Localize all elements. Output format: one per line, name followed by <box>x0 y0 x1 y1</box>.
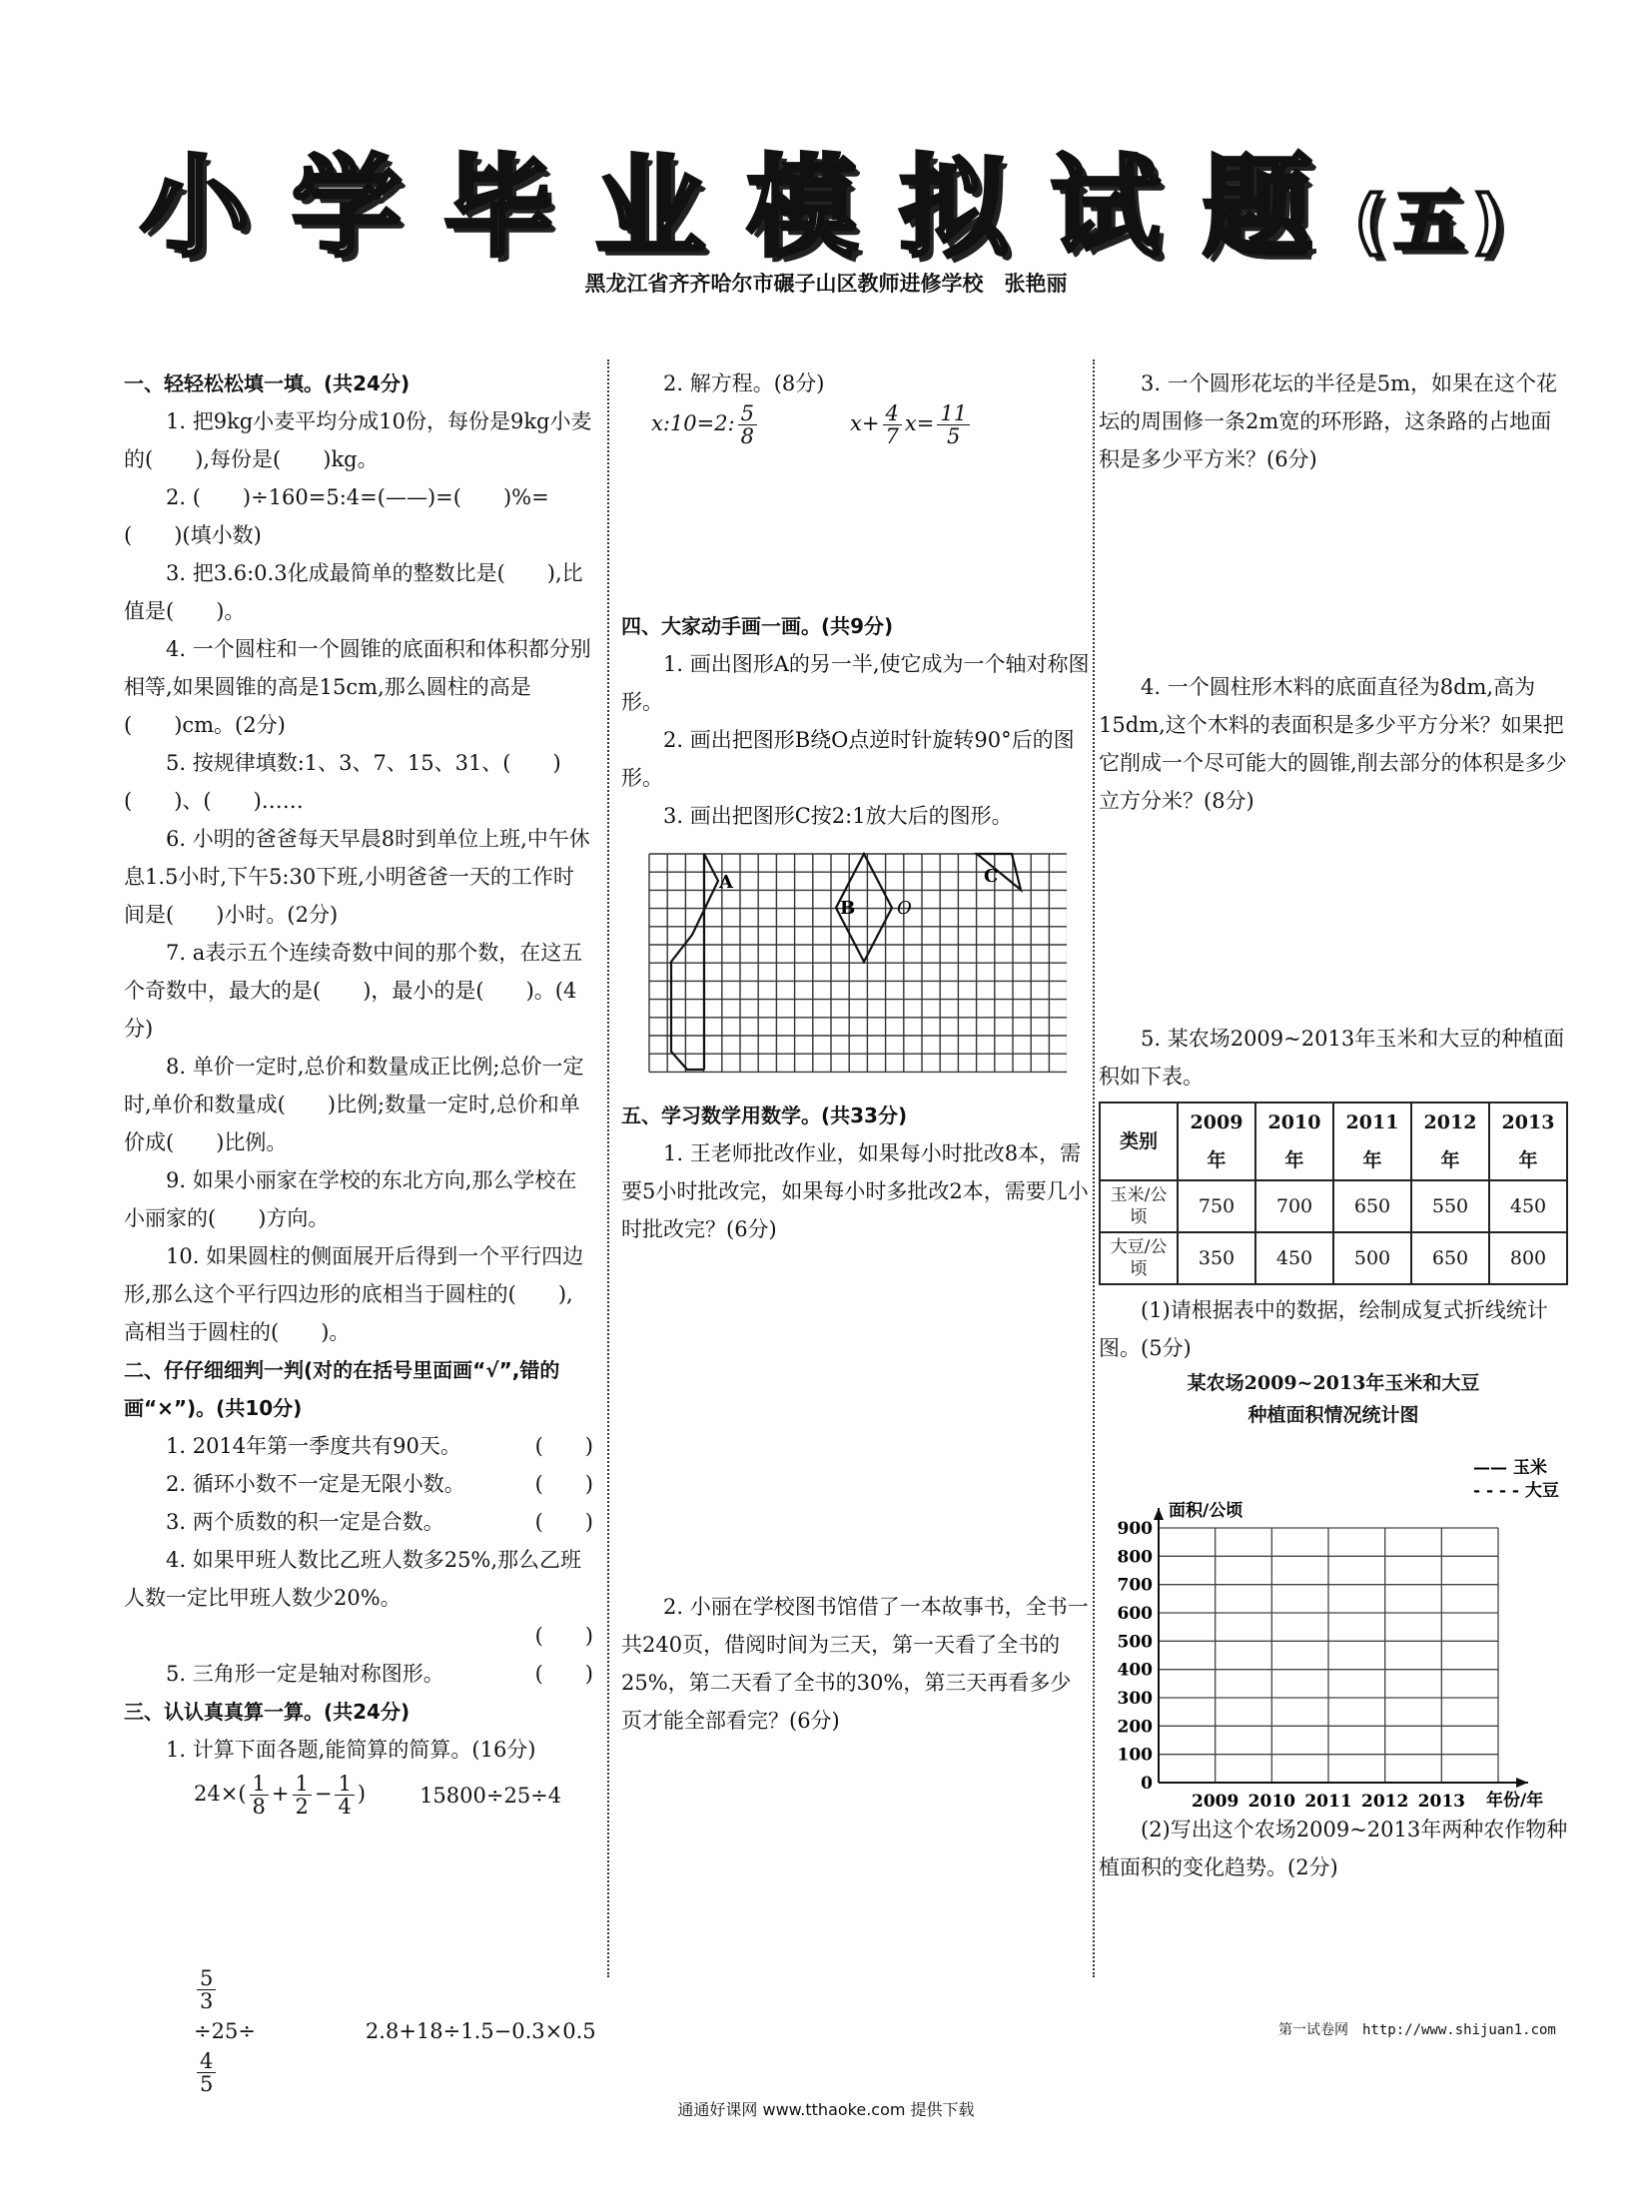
word-problem-1: 1. 王老师批改作业，如果每小时批改8本，需要5小时批改完，如果每小时多批改2本，需要几小时批改完？(6分) <box>621 1141 1089 1241</box>
answer-paren: ( ) <box>534 1662 593 1686</box>
answer-paren: ( ) <box>534 1510 593 1534</box>
judge-item-3: 3. 两个质数的积一定是合数。 ( ) <box>124 1503 593 1541</box>
question-1-6: 6. 小明的爸爸每天早晨8时到单位上班,中午休息1.5小时,下午5:30下班,小明爸爸一天的工作时间是( )小时。(2分) <box>124 827 590 927</box>
page-title: 小学毕业模拟试题(五) <box>140 144 1512 272</box>
judge-item-2: 2. 循环小数不一定是无限小数。 ( ) <box>124 1465 593 1503</box>
judge-item-5: 5. 三角形一定是轴对称图形。 ( ) <box>124 1655 593 1693</box>
y-axis-arrow <box>1154 1508 1164 1520</box>
column-divider <box>607 360 609 1977</box>
y-tick-label: 100 <box>1117 1745 1153 1766</box>
section-2-heading: 二、仔仔细细判一判(对的在括号里面画“√”,错的画“×”)。(共10分) <box>124 1358 560 1420</box>
table-cell: 500 <box>1333 1232 1411 1284</box>
label-o: O <box>897 898 912 919</box>
legend-corn: —— 玉米 <box>1473 1458 1547 1478</box>
column-divider <box>1093 360 1095 1977</box>
table-header-cell: 2013年 <box>1489 1103 1567 1180</box>
section-4-heading: 四、大家动手画一画。(共9分) <box>621 614 894 638</box>
x-tick-label: 2009 <box>1192 1792 1239 1812</box>
y-tick-label: 700 <box>1117 1575 1153 1596</box>
question-1-5: 5. 按规律填数:1、3、7、15、31、( )( )、( )…… <box>124 751 561 813</box>
question-1-7: 7. a表示五个连续奇数中间的那个数，在这五个奇数中，最大的是( )，最小的是( )。(4分) <box>124 941 583 1041</box>
label-b: B <box>840 898 856 919</box>
table-header-cell: 2011年 <box>1333 1103 1411 1180</box>
judge-item-4: 4. 如果甲班人数比乙班人数多25%,那么乙班人数一定比甲班人数少20%。 <box>124 1548 582 1610</box>
x-tick-label: 2012 <box>1361 1792 1409 1812</box>
answer-paren: ( ) <box>534 1434 593 1458</box>
y-tick-label: 800 <box>1117 1547 1153 1568</box>
judge-item-1: 1. 2014年第一季度共有90天。 ( ) <box>124 1427 593 1465</box>
table-row-label: 大豆/公顷 <box>1100 1232 1178 1284</box>
table-row <box>1100 1232 1567 1284</box>
x-axis-arrow <box>1516 1778 1528 1788</box>
table-cell: 350 <box>1178 1232 1255 1284</box>
table-header-cell: 2010年 <box>1255 1103 1333 1180</box>
question-1-10: 10. 如果圆柱的侧面展开后得到一个平行四边形,那么这个平行四边形的底相当于圆柱的( ),高相当于圆柱的( )。 <box>124 1244 584 1344</box>
word-problem-3: 3. 一个圆形花坛的半径是5m，如果在这个花坛的周围修一条2m宽的环形路，这条路的占地面积是多少平方米？(6分) <box>1099 371 1557 471</box>
y-axis-label: 面积/公顷 <box>1169 1501 1243 1521</box>
table-cell: 650 <box>1411 1232 1489 1284</box>
section-3-heading: 三、认认真真算一算。(共24分) <box>124 1700 411 1724</box>
table-header-cell: 2012年 <box>1411 1103 1489 1180</box>
equation-instruction: 2. 解方程。(8分) <box>663 371 825 395</box>
table-cell: 450 <box>1255 1232 1333 1284</box>
footer-main: 通通好课网 www.tthaoke.com 提供下载 <box>677 2100 975 2119</box>
question-5-2: (2)写出这个农场2009~2013年两种农作物种植面积的变化趋势。(2分) <box>1099 1818 1568 1879</box>
line-chart <box>1099 1458 1568 1818</box>
calc-instruction: 1. 计算下面各题,能简算的简算。(16分) <box>166 1738 536 1762</box>
table-cell: 550 <box>1411 1180 1489 1232</box>
table-cell: 750 <box>1178 1180 1255 1232</box>
legend-soy: - - - - 大豆 <box>1473 1481 1559 1501</box>
table-cell: 650 <box>1333 1180 1411 1232</box>
table-header-cell: 2009年 <box>1178 1103 1255 1180</box>
question-1-3: 3. 把3.6:0.3化成最简单的整数比是( ),比值是( )。 <box>124 561 583 623</box>
chart-title-line-2: 种植面积情况统计图 <box>1247 1404 1419 1426</box>
question-1-4: 4. 一个圆柱和一个圆锥的底面积和体积都分别相等,如果圆锥的高是15cm,那么圆柱的高是( )cm。(2分) <box>124 637 591 737</box>
question-5-1: (1)请根据表中的数据，绘制成复式折线统计图。(5分) <box>1099 1298 1548 1360</box>
label-c: C <box>984 866 999 887</box>
draw-question-2: 2. 画出把图形B绕O点逆时针旋转90°后的图形。 <box>621 728 1075 790</box>
word-problem-4: 4. 一个圆柱形木料的底面直径为8dm,高为15dm,这个木料的表面积是多少平方分米？如果把它削成一个尽可能大的圆锥,削去部分的体积是多少立方分米？(8分) <box>1099 675 1567 813</box>
table-row-label: 玉米/公顷 <box>1100 1180 1178 1232</box>
calc-expression-4: 2.8+18÷1.5−0.3×0.5 <box>365 2019 596 2043</box>
column-1 <box>124 365 596 2096</box>
y-tick-label: 500 <box>1117 1632 1153 1653</box>
calc-expression-2: 15800÷25÷4 <box>419 1783 562 1808</box>
section-1-heading: 一、轻轻松松填一填。(共24分) <box>124 371 411 395</box>
x-tick-label: 2010 <box>1247 1792 1295 1812</box>
y-tick-label: 900 <box>1117 1519 1153 1539</box>
y-tick-label: 0 <box>1141 1774 1153 1794</box>
table-cell: 700 <box>1255 1180 1333 1232</box>
table-header-cell: 类别 <box>1100 1103 1178 1180</box>
answer-paren: ( ) <box>534 1472 593 1496</box>
calc-row-2: $\frac{5}{3}$ ÷25÷ $\frac{4}{5}$ 2.8+18÷1.5−0.3×0.5 <box>194 1966 596 2096</box>
word-problem-5: 5. 某农场2009~2013年玉米和大豆的种植面积如下表。 <box>1099 1027 1565 1089</box>
answer-paren: ( ) <box>534 1624 593 1648</box>
y-tick-label: 600 <box>1117 1604 1153 1624</box>
question-1-9: 9. 如果小丽家在学校的东北方向,那么学校在小丽家的( )方向。 <box>124 1168 577 1230</box>
section-5-heading: 五、学习数学用数学。(共33分) <box>621 1104 908 1127</box>
footer-site: 第一试卷网 http://www.shijuan1.com <box>1278 2022 1556 2038</box>
table-cell: 800 <box>1489 1232 1567 1284</box>
author-line: 黑龙江省齐齐哈尔市碾子山区教师进修学校 张艳丽 <box>584 271 1068 296</box>
x-tick-label: 2011 <box>1304 1792 1352 1812</box>
drawing-grid <box>647 852 1067 1121</box>
y-tick-label: 400 <box>1117 1660 1153 1681</box>
y-tick-label: 200 <box>1117 1717 1153 1738</box>
figure-a-shape <box>671 854 718 1070</box>
table-row <box>1100 1180 1567 1232</box>
draw-question-3: 3. 画出把图形C按2:1放大后的图形。 <box>663 804 1013 828</box>
x-axis-label: 年份/年 <box>1486 1791 1544 1811</box>
question-1-8: 8. 单价一定时,总价和数量成正比例;总价一定时,单价和数量成( )比例;数量一定时,总价和单价成( )比例。 <box>124 1055 584 1154</box>
x-tick-label: 2013 <box>1417 1792 1465 1812</box>
draw-question-1: 1. 画出图形A的另一半,使它成为一个轴对称图形。 <box>621 652 1090 714</box>
equation-row: x:10=2: $\frac{5}{8}$ x+ $\frac{4}{7}$ x= $\frac{11}{5}$ <box>621 402 1091 447</box>
data-table <box>1099 1102 1568 1285</box>
table-cell: 450 <box>1489 1180 1567 1232</box>
y-tick-label: 300 <box>1117 1689 1153 1709</box>
label-a: A <box>719 872 733 893</box>
question-1-1: 1. 把9kg小麦平均分成10份，每份是9kg小麦的( ),每份是( )kg。 <box>124 409 592 471</box>
question-1-2: 2. ( )÷160=5:4=(——)=( )%=( )(填小数) <box>124 485 549 547</box>
calc-row-1: 24×( $\frac{1}{8}$ + $\frac{1}{2}$ − $\frac{1}{4}$ ) 15800÷25÷4 <box>194 1772 562 1819</box>
word-problem-2: 2. 小丽在学校图书馆借了一本故事书，全书一共240页，借阅时间为三天，第一天看了全书的25%，第二天看了全书的30%，第三天再看多少页才能全部看完？(6分) <box>621 1595 1089 1733</box>
chart-title-line-1: 某农场2009~2013年玉米和大豆 <box>1187 1372 1480 1394</box>
table-header-row <box>1100 1103 1567 1180</box>
